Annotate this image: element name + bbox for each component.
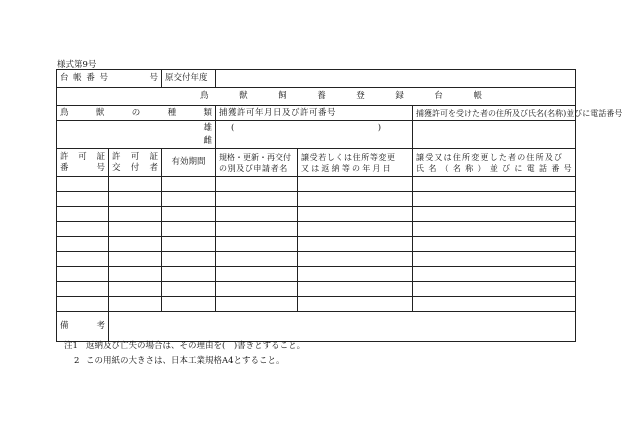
table-row: [57, 282, 576, 297]
table-row: [57, 252, 576, 267]
table-row: [57, 177, 576, 192]
table-cell[interactable]: [57, 207, 109, 222]
ledger-number-row: [57, 70, 576, 88]
species-field[interactable]: [57, 121, 216, 149]
table-cell[interactable]: [413, 267, 576, 282]
table-cell[interactable]: [216, 237, 298, 252]
char: 考: [96, 321, 105, 331]
table-cell[interactable]: [57, 237, 109, 252]
title-char: 飼: [278, 91, 287, 101]
table-cell[interactable]: [298, 177, 413, 192]
char: 号: [96, 162, 105, 173]
table-cell[interactable]: [57, 282, 109, 297]
paren-open: (: [231, 123, 235, 133]
table-cell[interactable]: [162, 267, 216, 282]
col-transfer-date-line1: 譲受若しくは住所等変更: [301, 152, 396, 162]
table-cell[interactable]: [216, 222, 298, 237]
table-cell[interactable]: [413, 222, 576, 237]
table-cell[interactable]: [413, 282, 576, 297]
table-cell[interactable]: [109, 282, 162, 297]
table-cell[interactable]: [413, 237, 576, 252]
table-cell[interactable]: [216, 207, 298, 222]
note-1: [64, 339, 305, 351]
title-char: 獣: [239, 91, 248, 101]
section-header-row: [57, 106, 576, 121]
char: 番: [60, 162, 69, 173]
table-cell[interactable]: [216, 177, 298, 192]
table-row: [57, 237, 576, 252]
char: 可: [78, 151, 87, 162]
char: 証: [96, 151, 105, 162]
char: 可: [130, 151, 140, 162]
col-permit-number: [57, 149, 109, 177]
table-cell[interactable]: [162, 207, 216, 222]
table-cell[interactable]: [109, 252, 162, 267]
table-cell[interactable]: [298, 252, 413, 267]
table-cell[interactable]: [162, 237, 216, 252]
table-cell[interactable]: [162, 297, 216, 312]
sex-female: 雌: [203, 135, 213, 146]
table-cell[interactable]: [298, 192, 413, 207]
table-cell[interactable]: [109, 177, 162, 192]
char: 台: [60, 73, 69, 83]
table-cell[interactable]: [216, 192, 298, 207]
species-detail-row: [57, 121, 576, 149]
table-cell[interactable]: [162, 222, 216, 237]
table-cell[interactable]: [57, 222, 109, 237]
remarks-field[interactable]: [109, 312, 576, 342]
table-cell[interactable]: [298, 207, 413, 222]
table-cell[interactable]: [298, 222, 413, 237]
table-cell[interactable]: [109, 192, 162, 207]
species-label: [57, 106, 216, 121]
col-renewal-type-line2: の別及び申請者名: [219, 163, 288, 173]
table-cell[interactable]: [162, 252, 216, 267]
number-suffix: 号: [149, 73, 159, 83]
table-cell[interactable]: [57, 192, 109, 207]
holder-address-label: 捕獲許可を受けた者の住所及び氏名(名称)並びに電話番号: [413, 106, 576, 121]
note-text: 返納及び亡失の場合は、その理由を( )書きとすること。: [86, 341, 306, 351]
table-cell[interactable]: [57, 297, 109, 312]
remarks-label: [57, 312, 109, 342]
table-cell[interactable]: [413, 177, 576, 192]
table-cell[interactable]: [57, 177, 109, 192]
table-cell[interactable]: [216, 297, 298, 312]
sex-male: 雄: [203, 122, 213, 133]
char: 号: [99, 73, 108, 83]
table-cell[interactable]: [162, 192, 216, 207]
table-cell[interactable]: [298, 237, 413, 252]
table-cell[interactable]: [57, 252, 109, 267]
col-transferee-address-line2: 氏名（名称）並びに電話番号: [416, 163, 576, 173]
paren-close: ): [377, 123, 382, 133]
title-char: 鳥: [200, 91, 209, 101]
registry-ledger-table: [56, 69, 623, 342]
title-char: 録: [395, 91, 404, 101]
ledger-number-cell[interactable]: [57, 70, 162, 88]
col-transferee-address: [413, 149, 576, 177]
char: 者: [149, 162, 159, 173]
char: 鳥: [60, 107, 69, 118]
remarks-row: [57, 312, 576, 342]
col-validity-period: 有効期間: [162, 149, 216, 177]
table-cell[interactable]: [109, 237, 162, 252]
table-row: [57, 267, 576, 282]
char: 交: [112, 162, 121, 173]
char: 種: [167, 107, 177, 118]
table-row: [57, 297, 576, 312]
note-2: [64, 354, 285, 366]
table-cell[interactable]: [413, 252, 576, 267]
note-number: 2: [74, 356, 80, 366]
char: 許: [112, 151, 121, 162]
char: 獣: [95, 107, 105, 118]
table-cell[interactable]: [413, 192, 576, 207]
table-row: [57, 207, 576, 222]
note-text: この用紙の大きさは、日本工業規格A4とすること。: [86, 356, 285, 366]
char: 番: [86, 73, 95, 83]
table-cell[interactable]: [109, 267, 162, 282]
title-char: 帳: [473, 91, 482, 101]
issue-year-field[interactable]: [216, 70, 576, 88]
note-number: 注1: [64, 341, 78, 351]
ledger-title: [57, 88, 576, 106]
col-renewal-type: [216, 149, 298, 177]
table-cell[interactable]: [216, 267, 298, 282]
char: 証: [149, 151, 159, 162]
table-cell[interactable]: [298, 282, 413, 297]
char: 類: [203, 107, 213, 118]
table-cell[interactable]: [413, 207, 576, 222]
column-header-row: [57, 149, 576, 177]
char: の: [131, 107, 141, 118]
capture-permit-label: 捕獲許可年月日及び許可番号: [216, 106, 413, 121]
title-char: 登: [356, 91, 365, 101]
capture-permit-field[interactable]: [216, 121, 413, 149]
table-cell[interactable]: [109, 297, 162, 312]
form-number: 様式第9号: [57, 60, 97, 70]
char: 備: [60, 321, 69, 331]
table-cell[interactable]: [216, 252, 298, 267]
table-cell[interactable]: [216, 282, 298, 297]
table-cell[interactable]: [109, 222, 162, 237]
table-cell[interactable]: [57, 267, 109, 282]
table-row: [57, 192, 576, 207]
col-transfer-date-line2: 又は返納等の年月日: [301, 163, 393, 173]
col-permit-issuer: [109, 149, 162, 177]
holder-address-field[interactable]: [413, 121, 576, 149]
title-row: [57, 88, 576, 106]
char: 帳: [73, 73, 82, 83]
table-row: [57, 222, 576, 237]
title-char: 養: [317, 91, 326, 101]
ledger-number-label: [60, 73, 108, 84]
col-renewal-type-line1: 規格・更新・再交付: [219, 152, 292, 162]
issue-year-label: 原交付年度: [162, 70, 216, 88]
table-cell[interactable]: [413, 297, 576, 312]
char: 付: [130, 162, 140, 173]
char: 許: [60, 151, 69, 162]
col-transfer-date: [298, 149, 413, 177]
table-cell[interactable]: [298, 267, 413, 282]
col-transferee-address-line1: 譲受又は住所変更した者の住所及び: [416, 152, 564, 162]
table-cell[interactable]: [162, 282, 216, 297]
title-char: 台: [434, 91, 443, 101]
table-cell[interactable]: [298, 297, 413, 312]
table-cell[interactable]: [109, 207, 162, 222]
table-cell[interactable]: [162, 177, 216, 192]
